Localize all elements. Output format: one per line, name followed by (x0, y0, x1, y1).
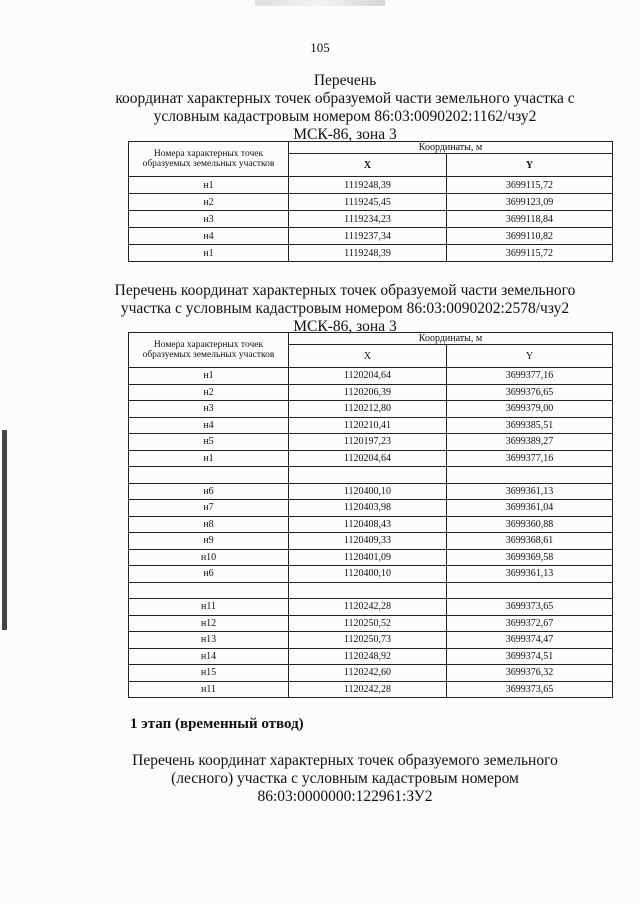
header-point-names: Номера характерных точек образуемых земельных участков (129, 142, 289, 177)
header-y: Y (447, 154, 613, 177)
table-row (129, 615, 613, 632)
x-coordinate-cell: 1120242,60 (289, 665, 447, 682)
block1-title (80, 72, 610, 144)
y-coordinate-cell: 3699373,65 (447, 599, 613, 616)
y-coordinate-cell (447, 467, 613, 484)
block3-title-line: (лесного) участка с условным кадастровым номером (171, 770, 519, 787)
table-row (129, 467, 613, 484)
point-name-cell: н3 (129, 211, 289, 228)
table-row (129, 401, 613, 418)
header-x: X (289, 154, 447, 177)
table-row (129, 450, 613, 467)
y-coordinate-cell: 3699369,58 (447, 549, 613, 566)
x-coordinate-cell: 1120204,64 (289, 450, 447, 467)
point-name-cell: н11 (129, 599, 289, 616)
x-coordinate-cell: 1120250,52 (289, 615, 447, 632)
point-name-cell: н1 (129, 450, 289, 467)
point-name-cell: н2 (129, 384, 289, 401)
table-row (129, 194, 613, 211)
point-name-cell: н6 (129, 483, 289, 500)
block2-title-line: Перечень координат характерных точек образуемой части земельного (114, 282, 576, 299)
table-row (129, 599, 613, 616)
x-coordinate-cell: 1120400,10 (289, 483, 447, 500)
table-row (129, 549, 613, 566)
block1-title-line: условным кадастровым номером 86:03:0090202:1162/чзу2 (153, 108, 537, 125)
header-point-names: Номера характерных точек образуемых земельных участков (129, 333, 289, 368)
block1-coordinates-table (128, 141, 613, 262)
point-name-cell: н1 (129, 177, 289, 194)
y-coordinate-cell: 3699374,51 (447, 648, 613, 665)
x-coordinate-cell: 1119245,45 (289, 194, 447, 211)
x-coordinate-cell: 1120242,28 (289, 681, 447, 698)
block3-title (80, 752, 610, 806)
x-coordinate-cell: 1120403,98 (289, 500, 447, 517)
block3-title-line: Перечень координат характерных точек образуемого земельного (132, 752, 558, 769)
point-name-cell (129, 467, 289, 484)
x-coordinate-cell: 1120400,10 (289, 566, 447, 583)
point-name-cell: н4 (129, 417, 289, 434)
x-coordinate-cell: 1120408,43 (289, 516, 447, 533)
block1-title-line: координат характерных точек образуемой части земельного участка с (115, 90, 575, 107)
block2-coordinates-table (128, 332, 613, 698)
y-coordinate-cell: 3699368,61 (447, 533, 613, 550)
point-name-cell: н6 (129, 566, 289, 583)
x-coordinate-cell: 1120250,73 (289, 632, 447, 649)
block3-title-line: 86:03:0000000:122961:ЗУ2 (257, 788, 433, 805)
y-coordinate-cell: 3699115,72 (447, 245, 613, 262)
y-coordinate-cell: 3699379,00 (447, 401, 613, 418)
y-coordinate-cell: 3699372,67 (447, 615, 613, 632)
y-coordinate-cell: 3699374,47 (447, 632, 613, 649)
y-coordinate-cell: 3699376,65 (447, 384, 613, 401)
y-coordinate-cell (447, 582, 613, 599)
x-coordinate-cell (289, 582, 447, 599)
table-row (129, 434, 613, 451)
table-row (129, 566, 613, 583)
block1-title-line: МСК-86, зона 3 (293, 126, 397, 143)
table-row (129, 228, 613, 245)
table-row (129, 533, 613, 550)
point-name-cell: н12 (129, 615, 289, 632)
point-name-cell: н5 (129, 434, 289, 451)
x-coordinate-cell: 1120409,33 (289, 533, 447, 550)
binding-mark (2, 430, 7, 630)
x-coordinate-cell: 1120204,64 (289, 368, 447, 385)
point-name-cell (129, 582, 289, 599)
scan-artifact (255, 0, 385, 6)
table-row (129, 500, 613, 517)
point-name-cell: н1 (129, 368, 289, 385)
block2-title (80, 282, 610, 336)
y-coordinate-cell: 3699361,13 (447, 483, 613, 500)
y-coordinate-cell: 3699385,51 (447, 417, 613, 434)
header-coordinates: Координаты, м (289, 142, 613, 154)
point-name-cell: н11 (129, 681, 289, 698)
table-row (129, 384, 613, 401)
x-coordinate-cell: 1120401,09 (289, 549, 447, 566)
y-coordinate-cell: 3699123,09 (447, 194, 613, 211)
y-coordinate-cell: 3699118,84 (447, 211, 613, 228)
table-row (129, 368, 613, 385)
point-name-cell: н3 (129, 401, 289, 418)
table-row (129, 632, 613, 649)
x-coordinate-cell (289, 467, 447, 484)
point-name-cell: н7 (129, 500, 289, 517)
y-coordinate-cell: 3699377,16 (447, 368, 613, 385)
point-name-cell: н15 (129, 665, 289, 682)
x-coordinate-cell: 1120212,80 (289, 401, 447, 418)
header-x: X (289, 345, 447, 368)
y-coordinate-cell: 3699110,82 (447, 228, 613, 245)
y-coordinate-cell: 3699373,65 (447, 681, 613, 698)
y-coordinate-cell: 3699377,16 (447, 450, 613, 467)
y-coordinate-cell: 3699360,88 (447, 516, 613, 533)
y-coordinate-cell: 3699389,27 (447, 434, 613, 451)
point-name-cell: н2 (129, 194, 289, 211)
table-row (129, 245, 613, 262)
header-y: Y (447, 345, 613, 368)
header-coordinates: Координаты, м (289, 333, 613, 345)
point-name-cell: н9 (129, 533, 289, 550)
point-name-cell: н4 (129, 228, 289, 245)
x-coordinate-cell: 1120242,28 (289, 599, 447, 616)
x-coordinate-cell: 1119248,39 (289, 245, 447, 262)
point-name-cell: н14 (129, 648, 289, 665)
table-row (129, 516, 613, 533)
point-name-cell: н8 (129, 516, 289, 533)
x-coordinate-cell: 1120206,39 (289, 384, 447, 401)
y-coordinate-cell: 3699361,13 (447, 566, 613, 583)
y-coordinate-cell: 3699115,72 (447, 177, 613, 194)
x-coordinate-cell: 1120210,41 (289, 417, 447, 434)
x-coordinate-cell: 1120248,92 (289, 648, 447, 665)
table-row (129, 417, 613, 434)
table-row (129, 582, 613, 599)
x-coordinate-cell: 1119234,23 (289, 211, 447, 228)
x-coordinate-cell: 1119248,39 (289, 177, 447, 194)
section-heading: 1 этап (временный отвод) (130, 716, 304, 732)
block1-title-line: Перечень (313, 72, 377, 89)
point-name-cell: н1 (129, 245, 289, 262)
page-number: 105 (310, 40, 330, 55)
table-row (129, 211, 613, 228)
x-coordinate-cell: 1119237,34 (289, 228, 447, 245)
y-coordinate-cell: 3699376,32 (447, 665, 613, 682)
table-row (129, 681, 613, 698)
block2-title-line: МСК-86, зона 3 (293, 318, 397, 335)
y-coordinate-cell: 3699361,04 (447, 500, 613, 517)
table-row (129, 665, 613, 682)
x-coordinate-cell: 1120197,23 (289, 434, 447, 451)
table-row (129, 483, 613, 500)
table-row (129, 648, 613, 665)
point-name-cell: н10 (129, 549, 289, 566)
table-row (129, 177, 613, 194)
point-name-cell: н13 (129, 632, 289, 649)
block2-title-line: участка с условным кадастровым номером 86:03:0090202:2578/чзу2 (120, 300, 570, 317)
